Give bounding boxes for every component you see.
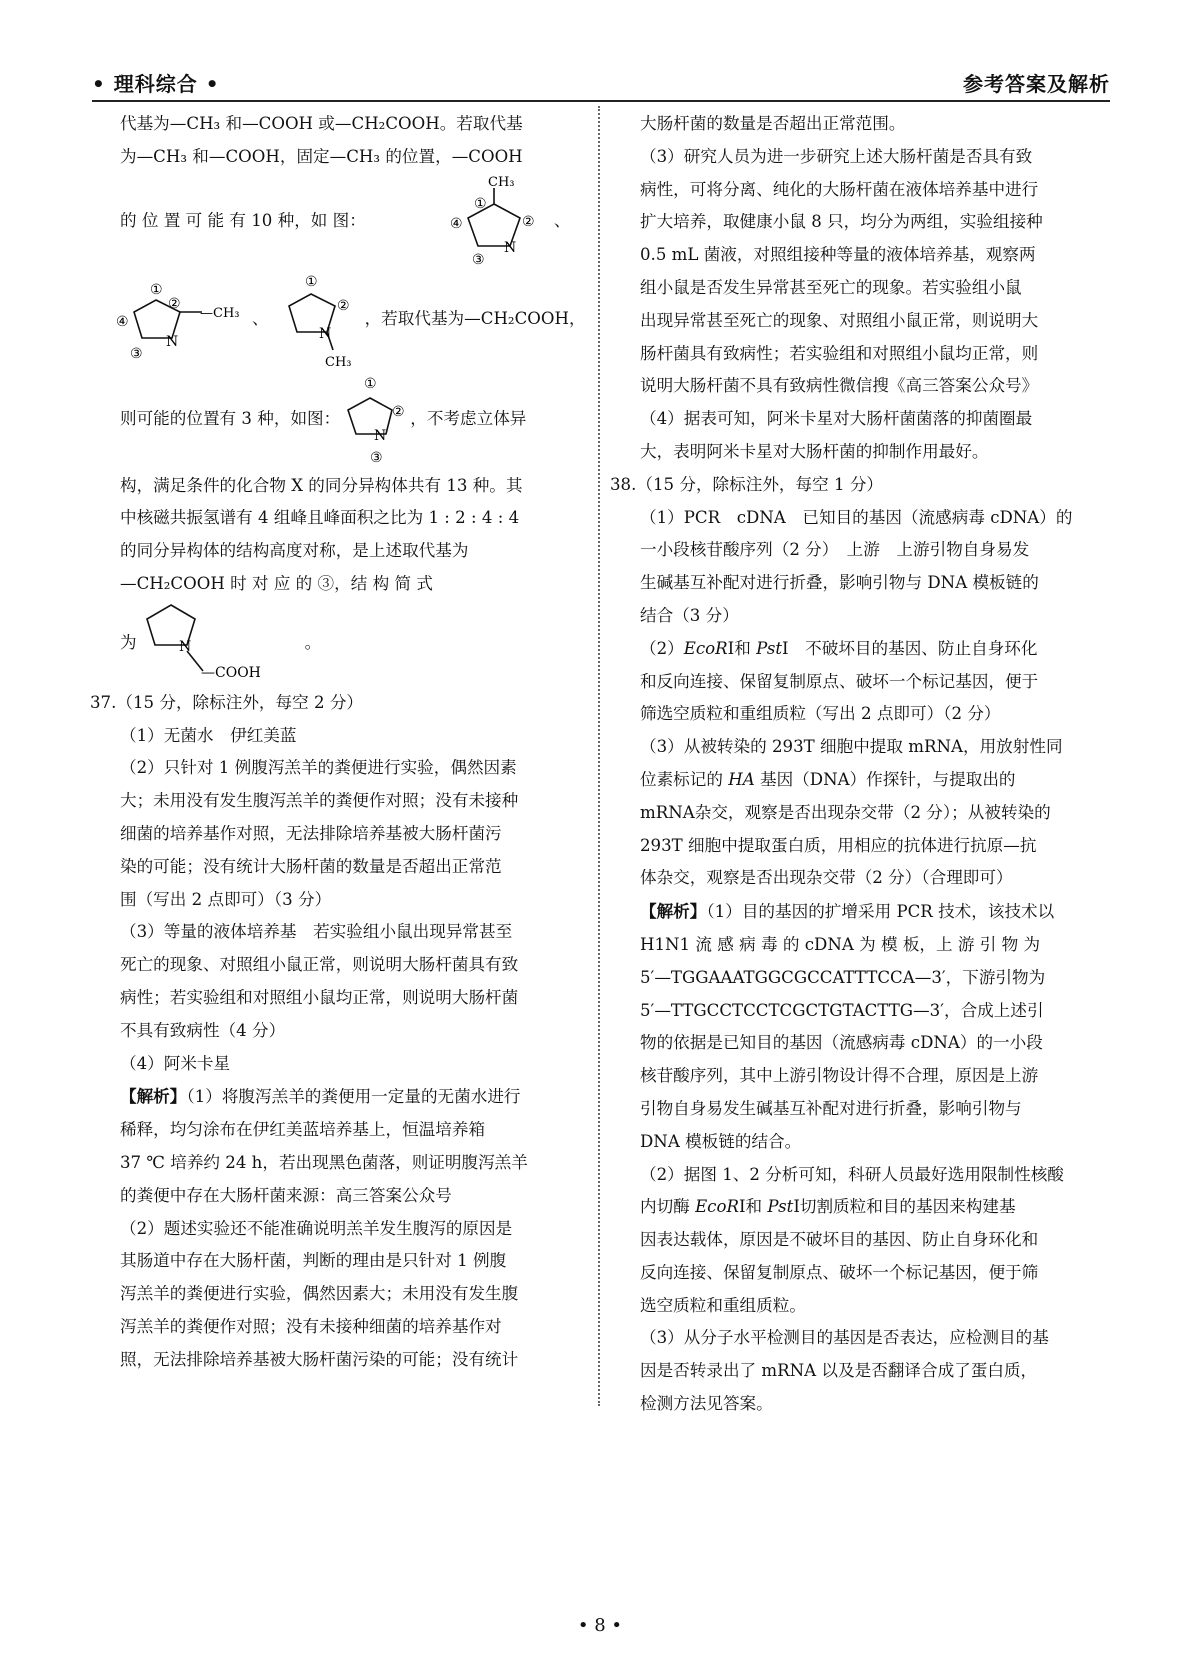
cooh-label: —COOH bbox=[200, 664, 261, 681]
answer-line: 死亡的现象、对照组小鼠正常，则说明大肠杆菌具有致 bbox=[120, 955, 519, 975]
position-4-label: ④ bbox=[449, 215, 463, 232]
text-line: 肠杆菌具有致病性；若实验组和对照组小鼠均正常，则 bbox=[640, 343, 1039, 363]
analysis-line: H1N1 流 感 病 毒 的 cDNA 为 模 板，上 游 引 物 为 bbox=[640, 934, 1041, 954]
separator: 、 bbox=[252, 309, 269, 329]
analysis-line bbox=[120, 1080, 588, 1114]
text-line: 中核磁共振氢谱有 4 组峰且峰面积之比为 1 : 2 : 4 : 4 bbox=[120, 508, 520, 528]
position-1-label: ① bbox=[304, 273, 318, 290]
text-line: 组小鼠是否发生异常甚至死亡的现象。若实验组小鼠 bbox=[640, 277, 1022, 297]
analysis-line: DNA 模板链的结合。 bbox=[640, 1131, 802, 1151]
answer-line: 大；未用没有发生腹泻羔羊的粪便作对照；没有未接种 bbox=[120, 791, 519, 811]
analysis-line: 因是否转录出了 mRNA 以及是否翻译合成了蛋白质， bbox=[640, 1361, 1038, 1381]
answer-line: 生碱基互补配对进行折叠，影响引物与 DNA 模板链的 bbox=[640, 573, 1039, 593]
answer-line: （4）阿米卡星 bbox=[120, 1053, 231, 1073]
analysis-line: （3）从分子水平检测目的基因是否表达，应检测目的基 bbox=[640, 1328, 1049, 1348]
nitrogen-label: N bbox=[374, 427, 387, 444]
answer-line: （1）PCR cDNA 已知目的基因（流感病毒 cDNA）的 bbox=[640, 507, 1073, 527]
answer-line: 围（写出 2 点即可）（3 分） bbox=[120, 889, 332, 909]
text-line: 。 bbox=[304, 633, 322, 653]
molecule-row-3 bbox=[120, 370, 588, 470]
answer-line: 293T 细胞中提取蛋白质，用相应的抗体进行抗原—抗 bbox=[640, 835, 1037, 855]
analysis-line: 引物自身易发生碱基互补配对进行折叠，影响引物与 bbox=[640, 1098, 1022, 1118]
nitrogen-label: N bbox=[503, 239, 517, 256]
analysis-line: 37 ℃ 培养约 24 h，若出现黑色菌落，则证明腹泻羔羊 bbox=[120, 1152, 528, 1172]
text-line: 则可能的位置有 3 种，如图： bbox=[120, 409, 341, 429]
answer-text: （2） bbox=[640, 638, 684, 658]
text-line: 构，满足条件的化合物 X 的同分异构体共有 13 种。其 bbox=[120, 475, 523, 495]
text-line: ，若取代基为—CH₂COOH， bbox=[364, 309, 586, 329]
molecule-row-2 bbox=[116, 270, 588, 370]
position-4-label: ④ bbox=[116, 313, 129, 330]
position-2-label: ② bbox=[168, 295, 181, 312]
position-2-label: ② bbox=[521, 213, 535, 230]
column-divider bbox=[598, 106, 600, 1406]
answer-line bbox=[640, 764, 1100, 797]
text-line: 出现异常甚至死亡的现象、对照组小鼠正常，则说明大 bbox=[640, 310, 1039, 330]
pyrrolidine-acetic-acid-diagram bbox=[137, 601, 297, 687]
analysis-line: 照，无法排除培养基被大肠杆菌污染的可能；没有统计 bbox=[120, 1349, 519, 1369]
analysis-line: 5′—TTGCCTCCTCGCTGTACTTG—3′，合成上述引 bbox=[640, 1000, 1044, 1020]
answer-text: Ⅰ 不破坏目的基因、防止自身环化 bbox=[782, 638, 1038, 658]
text-line: 为 bbox=[120, 633, 137, 653]
page-number: • 8 • bbox=[577, 1615, 623, 1636]
analysis-line: 其肠道中存在大肠杆菌，判断的理由是只针对 1 例腹 bbox=[120, 1251, 507, 1271]
answer-line: 筛选空质粒和重组质粒（写出 2 点即可）（2 分） bbox=[640, 704, 1001, 724]
enzyme-name: EcoR bbox=[683, 638, 728, 658]
answer-line: 染的可能；没有统计大肠杆菌的数量是否超出正常范 bbox=[120, 856, 502, 876]
molecule-row-1 bbox=[120, 174, 588, 270]
analysis-line: 泻羔羊的粪便作对照；没有未接种细菌的培养基作对 bbox=[120, 1316, 502, 1336]
position-1-label: ① bbox=[150, 281, 163, 298]
nitrogen-label: N bbox=[318, 325, 331, 342]
text-line: 大肠杆菌的数量是否超出正常范围。 bbox=[640, 114, 906, 133]
enzyme-name: Pst bbox=[767, 1197, 794, 1217]
position-1-label: ① bbox=[473, 195, 487, 212]
analysis-text: （1）目的基因的扩增采用 PCR 技术，该技术以 bbox=[706, 902, 1055, 922]
answer-line: mRNA杂交，观察是否出现杂交带（2 分）；从被转染的 bbox=[640, 802, 1051, 822]
text-line: 扩大培养，取健康小鼠 8 只，均分为两组，实验组接种 bbox=[640, 212, 1043, 232]
answer-line: 结合（3 分） bbox=[640, 605, 739, 625]
position-3-label: ③ bbox=[471, 251, 485, 268]
analysis-line: 5′—TGGAAATGGCGCCATTTCCA—3′，下游引物为 bbox=[640, 967, 1046, 987]
position-2-label: ② bbox=[336, 297, 350, 314]
ch3-label: CH₃ bbox=[324, 354, 352, 370]
molecule-row-4 bbox=[120, 601, 588, 687]
analysis-line: 的粪便中存在大肠杆菌来源：高三答案公众号 bbox=[120, 1185, 452, 1205]
nitrogen-label: N bbox=[166, 333, 179, 350]
ch3-label: CH₃ bbox=[487, 174, 515, 190]
enzyme-name: EcoR bbox=[695, 1197, 739, 1217]
text-line: —CH₂COOH 时 对 应 的 ③，结 构 简 式 bbox=[120, 573, 433, 593]
question-38-heading: 38.（15 分，除标注外，每空 1 分） bbox=[610, 474, 884, 494]
analysis-line bbox=[640, 895, 1100, 929]
answer-line: 病性；若实验组和对照组小鼠均正常，则说明大肠杆菌 bbox=[120, 987, 519, 1007]
analysis-line: 反向连接、保留复制原点、破坏一个标记基因，便于筛 bbox=[640, 1262, 1039, 1282]
text-line: 0.5 mL 菌液，对照组接种等量的液体培养基，观察两 bbox=[640, 245, 1036, 265]
analysis-line bbox=[640, 1191, 1100, 1224]
answer-text: 位素标记的 bbox=[640, 769, 729, 789]
section-title: 参考答案及解析 bbox=[963, 72, 1110, 96]
gene-name: HA bbox=[728, 769, 755, 789]
position-3-label: ③ bbox=[370, 449, 383, 466]
position-3-label: ③ bbox=[130, 345, 143, 362]
analysis-text: 内切酶 bbox=[640, 1197, 696, 1217]
answer-line: 体杂交，观察是否出现杂交带（2 分）（合理即可） bbox=[640, 868, 1013, 888]
text-line: 病性，可将分离、纯化的大肠杆菌在液体培养基中进行 bbox=[640, 179, 1039, 199]
answer-text: Ⅰ和 bbox=[727, 638, 757, 658]
text-line: 的 位 置 可 能 有 10 种，如 图： bbox=[120, 211, 366, 231]
answer-line: （1）无菌水 伊红美蓝 bbox=[120, 725, 297, 745]
answer-text: 基因（DNA）作探针，与提取出的 bbox=[754, 769, 1016, 789]
analysis-line: 核苷酸序列，其中上游引物设计得不合理，原因是上游 bbox=[640, 1066, 1039, 1086]
answer-line: 一小段核苷酸序列（2 分） 上游 上游引物自身易发 bbox=[640, 540, 1030, 560]
position-1-label: ① bbox=[364, 375, 377, 392]
text-line: 为—CH₃ 和—COOH，固定—CH₃ 的位置，—COOH bbox=[120, 146, 523, 166]
right-column bbox=[610, 108, 1100, 1421]
analysis-tag: 【解析】 bbox=[640, 901, 707, 922]
text-line: 说明大肠杆菌不具有致病性微信搜《高三答案公众号》 bbox=[640, 376, 1039, 396]
analysis-line: （2）据图 1、2 分析可知，科研人员最好选用限制性核酸 bbox=[640, 1164, 1064, 1184]
text-line: （4）据表可知，阿米卡星对大肠杆菌菌落的抑菌圈最 bbox=[640, 409, 1033, 429]
pyrrolidine-positions-diagram bbox=[340, 370, 410, 470]
analysis-text: Ⅰ和 bbox=[738, 1197, 768, 1217]
answer-line: 不具有致病性（4 分） bbox=[120, 1020, 286, 1040]
pyrrolidine-2-ch3-diagram bbox=[116, 272, 246, 368]
analysis-text: （1）将腹泻羔羊的粪便用一定量的无菌水进行 bbox=[186, 1087, 521, 1107]
pyrrolidine-ch3-diagram bbox=[444, 174, 554, 270]
separator: 、 bbox=[553, 211, 571, 231]
analysis-tag: 【解析】 bbox=[120, 1086, 187, 1107]
text-line: ，不考虑立体异 bbox=[410, 409, 527, 429]
nitrogen-label: N bbox=[178, 638, 191, 655]
analysis-line: （2）题述实验还不能准确说明羔羊发生腹泻的原因是 bbox=[120, 1218, 513, 1238]
analysis-line: 检测方法见答案。 bbox=[640, 1394, 773, 1414]
answer-line: （3）从被转染的 293T 细胞中提取 mRNA，用放射性同 bbox=[640, 737, 1063, 757]
answer-line bbox=[640, 633, 1100, 666]
text-line: 大，表明阿米卡星对大肠杆菌的抑制作用最好。 bbox=[640, 441, 989, 461]
left-column bbox=[90, 108, 588, 1377]
position-2-label: ② bbox=[392, 403, 405, 420]
text-line: 的同分异构体的结构高度对称，是上述取代基为 bbox=[120, 541, 469, 561]
text-line: 代基为—CH₃ 和—COOH 或—CH₂COOH。若取代基 bbox=[120, 114, 523, 133]
question-37-heading: 37.（15 分，除标注外，每空 2 分） bbox=[90, 692, 364, 712]
ch3-label: —CH₃ bbox=[200, 305, 240, 321]
answer-line: 细菌的培养基作对照，无法排除培养基被大肠杆菌污 bbox=[120, 823, 502, 843]
analysis-line: 泻羔羊的粪便进行实验，偶然因素大；未用没有发生腹 bbox=[120, 1284, 519, 1304]
answer-line: 和反向连接、保留复制原点、破坏一个标记基因，便于 bbox=[640, 671, 1039, 691]
analysis-line: 选空质粒和重组质粒。 bbox=[640, 1295, 806, 1315]
answer-line: （2）只针对 1 例腹泻羔羊的粪便进行实验，偶然因素 bbox=[120, 758, 517, 778]
page-header bbox=[92, 66, 1110, 102]
text-line: （3）研究人员为进一步研究上述大肠杆菌是否具有致 bbox=[640, 146, 1033, 166]
n-methylpyrrolidine-diagram bbox=[275, 270, 365, 370]
analysis-line: 物的依据是已知目的基因（流感病毒 cDNA）的一小段 bbox=[640, 1033, 1043, 1053]
analysis-text: Ⅰ切割质粒和目的基因来构建基 bbox=[793, 1197, 1016, 1217]
analysis-line: 因表达载体，原因是不破坏目的基因、防止自身环化和 bbox=[640, 1230, 1039, 1250]
enzyme-name: Pst bbox=[756, 638, 782, 658]
subject-title: • 理科综合 • bbox=[92, 72, 220, 96]
analysis-line: 稀释，均匀涂布在伊红美蓝培养基上，恒温培养箱 bbox=[120, 1120, 486, 1140]
answer-line: （3）等量的液体培养基 若实验组小鼠出现异常甚至 bbox=[120, 922, 513, 942]
